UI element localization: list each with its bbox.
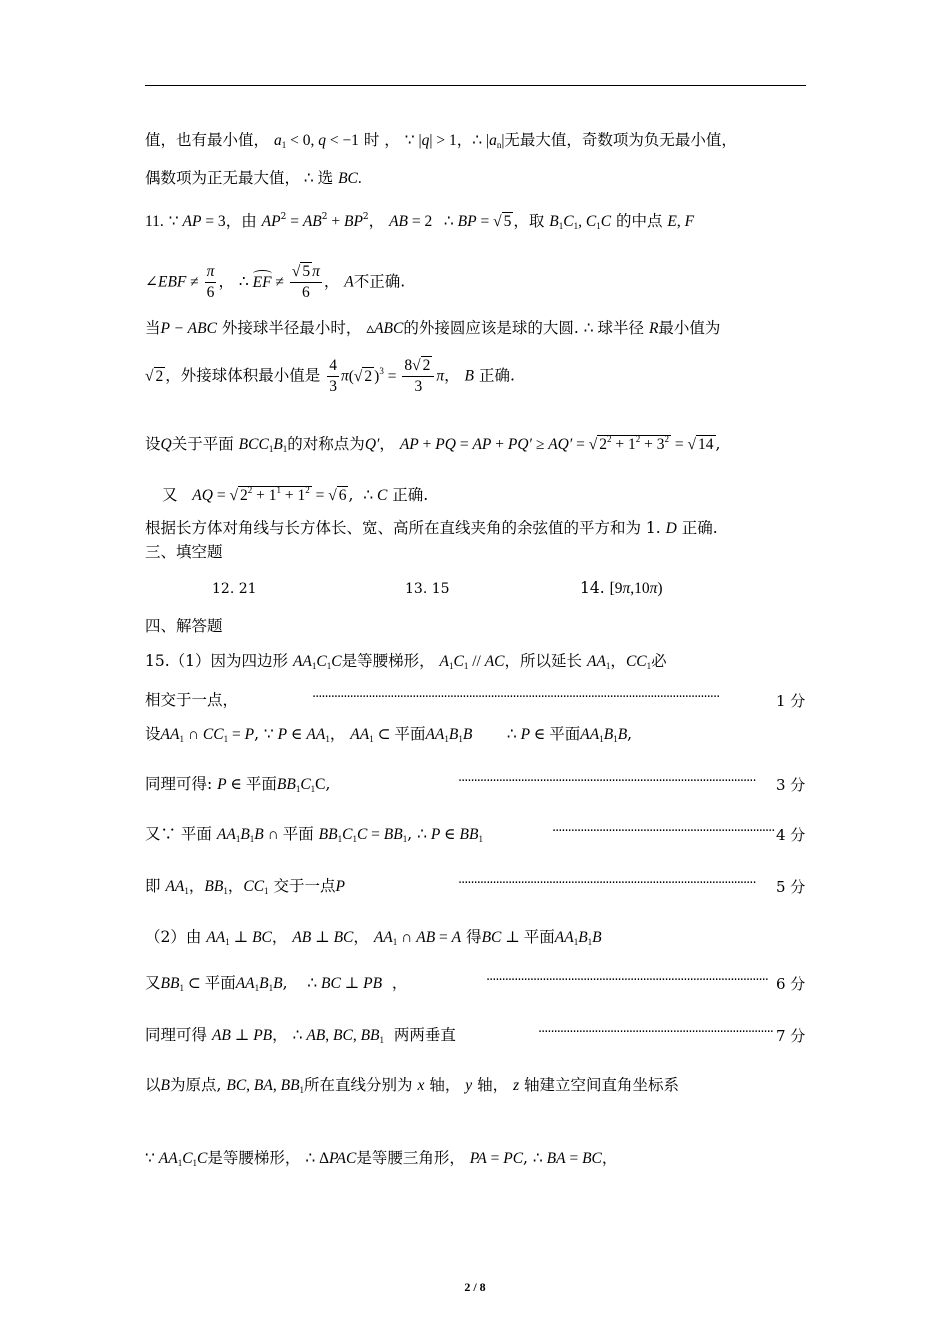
dots-3: ······························································································· xyxy=(458,774,756,789)
text-bi: 必 xyxy=(651,652,667,670)
text-zhou3: 轴建立空间直角坐标系 xyxy=(524,1076,680,1094)
text-pingmian6: 平面 xyxy=(204,974,236,992)
text-tongli: 同理可得: xyxy=(145,775,213,793)
text-she: 设 xyxy=(145,435,161,453)
text-tongli2: 同理可得 xyxy=(145,1026,208,1044)
score-3: 3 分 xyxy=(776,776,806,794)
line-setp: 设$AA_1$ ∩ $CC_1 = P$, ∵ P ∈ $AA_1$， $AA_1$ ⊂ 平面$AA_1B_1B$ ∴ P ∈ 平面$AA_1B_1B$, xyxy=(145,725,633,744)
text-jiaoyu: 交于一点 xyxy=(273,877,336,895)
line-1: 值，也有最小值， $a_1 < 0$, q < −1 时 ， ∵ |q| > 1，∴ $|a_n|$无最大值，奇数项为负无最小值， xyxy=(145,131,737,150)
section-answer: 四、解答题 xyxy=(145,617,223,635)
line-zuobiao: 以B为原点, BC, BA, $BB_1$所在直线分别为 x 轴， y 轴， z 轴建立空间直角坐标系 xyxy=(145,1076,680,1095)
text-zhixian: 所在直线分别为 xyxy=(304,1076,413,1094)
dots-1: ·································································································································· xyxy=(312,690,720,705)
line-7: 设Q关于平面 $BCC_1B_1$的对称点为Q′， AP + PQ = AP + PQ′ ≥ AQ′ = √ $2^2 + 1^2 + 3^2$ = √ 14 , xyxy=(145,434,721,454)
line-bb1: 又$BB_1$ ⊂ 平面$AA_1B_1B$, ∴ BC ⊥ PB ， xyxy=(145,974,408,993)
text-dytx: 是等腰梯形， xyxy=(207,1149,301,1167)
text-zhengque-d: 正确. xyxy=(681,519,718,537)
line-ji: 即 $AA_1$，$BB_1$，$CC_1$ 交于一点P xyxy=(145,877,345,896)
text-you3: 又 xyxy=(145,974,161,992)
text-zhou2: 轴， xyxy=(477,1076,509,1094)
text-duichen: 的对称点为 xyxy=(287,435,365,453)
score-6: 6 分 xyxy=(776,975,806,993)
text-yuandian: 为原点, xyxy=(169,1076,222,1094)
text-pingmian3: 平面 xyxy=(245,775,277,793)
text-pingmian4: 平面 xyxy=(282,825,314,843)
text-q2: （2）由 xyxy=(145,928,202,946)
text-suoyi: ，所以延长 xyxy=(504,652,583,670)
text-yi: 以 xyxy=(145,1076,161,1094)
text-q15a: 15.（1）因为四边形 xyxy=(145,652,289,670)
dots-4: ······································································· xyxy=(552,824,774,839)
page-number: 2 / 8 xyxy=(464,1280,486,1294)
text-shi: 时 ， xyxy=(363,131,400,149)
section-fill-blank: 三、填空题 xyxy=(145,543,223,561)
line-4: ∠EBF ≠ $\frac{\pi}{6}$ ， ∴ EF ≠ $\frac{√ 5 \pi}{6}$ ， A不正确. xyxy=(145,263,406,301)
text-qu: ，取 xyxy=(513,212,545,230)
text-she2: 设 xyxy=(145,725,161,743)
line-2: 偶数项为正无最大值， ∴ 选 BC. xyxy=(145,169,362,187)
line-tongli: 同理可得: P ∈ 平面$BB_1C_1C$, xyxy=(145,775,331,794)
text-pingmian2: 平面 xyxy=(549,725,581,743)
line-q15: 15.（1）因为四边形 $AA_1C_1C$是等腰梯形， $A_1C_1$ // AC，所以延长 $AA_1$，$CC_1$必 xyxy=(145,652,667,671)
text-de: 得 xyxy=(466,928,482,946)
text-zhengque-c: 正确. xyxy=(392,486,429,504)
line-xiangjiao: 相交于一点， xyxy=(145,691,239,709)
line-last: ∵ $AA_1C_1C$是等腰梯形， ∴ ΔPAC是等腰三角形， PA = PC, ∴ BA = BC， xyxy=(145,1149,618,1168)
text-guanyu: 关于平面 xyxy=(171,435,234,453)
text-zhengque-b: 正确. xyxy=(478,366,515,385)
text-wu-max: 无最大值，奇数项为负无最小值， xyxy=(504,131,737,149)
text-you: ，由 xyxy=(225,212,257,230)
text-yuan: 的外接圆应该是球的大圆. xyxy=(403,319,579,337)
line-8: 又 AQ = √ $2^2 + 1^1 + 1^2$ = √ 6 , ∴ C 正确. xyxy=(162,485,429,504)
text-xuan: 选 xyxy=(317,169,334,187)
line-youyin: 又∵ 平面 $AA_1B_1B$ ∩ 平面 $BB_1C_1C = BB_1$, ∴ P ∈ $BB_1$ xyxy=(145,825,483,844)
text-pingmian5: 平面 xyxy=(523,928,555,946)
text-ji: 即 xyxy=(145,877,161,895)
text-l2: 偶数项为正无最大值， xyxy=(145,169,301,187)
header-rule xyxy=(145,85,806,86)
text-dang: 当 xyxy=(145,319,161,337)
line-5: 当P − ABC 外接球半径最小时， ▵ABC的外接圆应该是球的大圆. ∴ 球半径 R最小值为 xyxy=(145,319,721,337)
text-dysjx: 是等腰三角形， xyxy=(356,1149,465,1167)
text-qiuban: 球半径 xyxy=(597,319,645,337)
line-tongli2: 同理可得 AB ⊥ PB， ∴ AB, BC, $BB_1$ 两两垂直 xyxy=(145,1026,456,1045)
answer-14-number: 14. xyxy=(580,579,605,597)
text-liangliang: 两两垂直 xyxy=(393,1026,456,1044)
text-genju: 根据长方体对角线与长方体长、宽、高所在直线夹角的余弦值的平方和为 1. xyxy=(145,519,661,537)
line-9: 根据长方体对角线与长方体长、宽、高所在直线夹角的余弦值的平方和为 1. D 正确. xyxy=(145,519,718,537)
dots-7: ··········································································· xyxy=(538,1025,773,1040)
dots-6: ·························································································· xyxy=(486,973,768,988)
line-q11: 11. ∵ AP = 3，由 $AP^2 = AB^2 + BP^2$， AB = 2 ∴ BP = √ 5 ，取 $B_1C_1$, $C_1C$ 的中点 E, F xyxy=(145,212,695,231)
score-5: 5 分 xyxy=(776,878,806,896)
score-4: 4 分 xyxy=(776,826,806,844)
answer-13: 13. 15 xyxy=(405,581,450,597)
text-zhi: 值，也有最小值， xyxy=(145,131,270,149)
q11-number: 11. xyxy=(145,213,164,230)
score-1: 1 分 xyxy=(776,692,806,710)
line-6: √ 2 ，外接球体积最小值是 $\frac{4}{3}$ π(√ 2 )$^3$ = $\frac{8√ 2}{3}$ π， B 正确. xyxy=(145,357,515,395)
text-zhongdian: 的中点 xyxy=(615,212,663,230)
score-7: 7 分 xyxy=(776,1027,806,1045)
dots-5: ······························································································· xyxy=(458,876,756,891)
answer-12: 12. 21 xyxy=(212,581,257,597)
text-youyin: 又∵ 平面 xyxy=(145,825,212,843)
answer-14: 14. [9π,10π) xyxy=(580,579,663,597)
text-waijie: 外接球半径最小时， xyxy=(221,319,362,337)
text-dengyao-tx: 是等腰梯形， xyxy=(341,652,435,670)
text-bu: 不正确. xyxy=(353,272,406,291)
text-tiji: ，外接球体积最小值是 xyxy=(165,366,321,385)
text-zhou1: 轴， xyxy=(429,1076,461,1094)
text-you2: 又 xyxy=(162,486,178,504)
text-pingmian1: 平面 xyxy=(394,725,426,743)
line-q2: （2）由 $AA_1$ ⊥ BC， AB ⊥ BC， $AA_1$ ∩ AB = A 得BC ⊥ 平面$AA_1B_1B$ xyxy=(145,928,602,947)
text-minzhi: 最小值为 xyxy=(658,319,721,337)
